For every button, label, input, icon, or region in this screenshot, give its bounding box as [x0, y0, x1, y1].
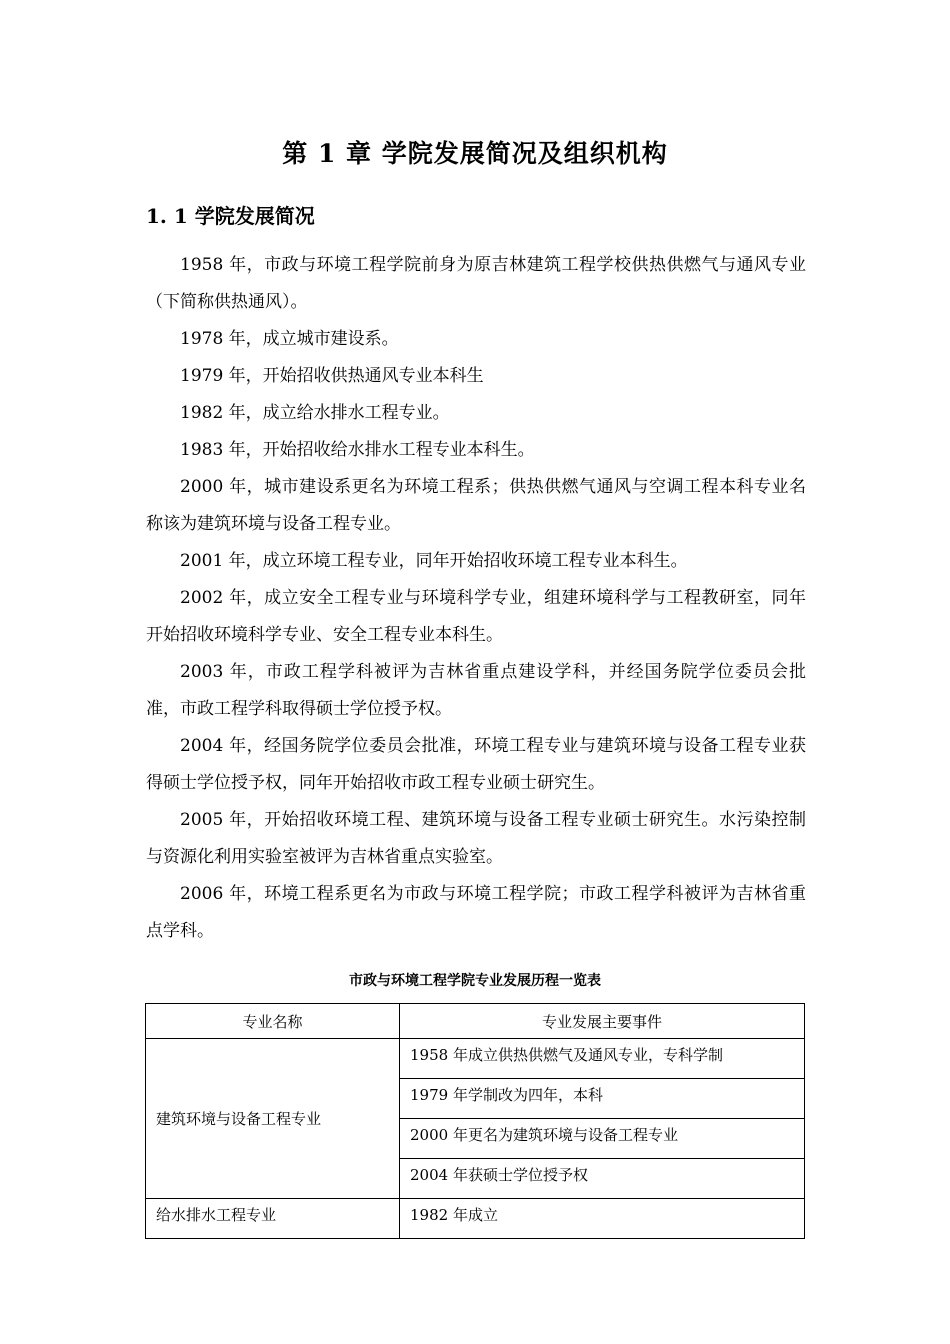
body-text — [146, 247, 806, 950]
paragraph: 2001 年，成立环境工程专业，同年开始招收环境工程专业本科生。 — [180, 551, 688, 571]
major-name-cell: 给水排水工程专业 — [146, 1199, 400, 1239]
paragraph: 2006 年，环境工程系更名为市政与环境工程学院；市政工程学科被评为吉林省重点学科。 — [146, 884, 806, 941]
column-header-events: 专业发展主要事件 — [400, 1004, 805, 1039]
major-name-cell: 建筑环境与设备工程专业 — [146, 1039, 400, 1199]
event-cell: 1979 年学制改为四年，本科 — [400, 1079, 805, 1119]
paragraph: 2005 年，开始招收环境工程、建筑环境与设备工程专业硕士研究生。水污染控制与资源化利用实验室被评为吉林省重点实验室。 — [146, 810, 806, 867]
section-heading: 1. 1 学院发展简况 — [146, 204, 315, 228]
paragraph: 1983 年，开始招收给水排水工程专业本科生。 — [180, 440, 535, 460]
event-cell: 2004 年获硕士学位授予权 — [400, 1159, 805, 1199]
paragraph: 2003 年，市政工程学科被评为吉林省重点建设学科，并经国务院学位委员会批准，市政工程学科取得硕士学位授予权。 — [146, 662, 806, 719]
major-history-table — [145, 1003, 805, 1239]
paragraph: 1979 年，开始招收供热通风专业本科生 — [180, 366, 484, 386]
chapter-title: 第 1 章 学院发展简况及组织机构 — [282, 139, 668, 168]
table-row — [146, 1199, 805, 1239]
table-header-row — [146, 1004, 805, 1039]
event-cell: 2000 年更名为建筑环境与设备工程专业 — [400, 1119, 805, 1159]
paragraph: 1958 年，市政与环境工程学院前身为原吉林建筑工程学校供热供燃气与通风专业（下简称供热通风）。 — [146, 255, 806, 312]
paragraph: 2000 年，城市建设系更名为环境工程系；供热供燃气通风与空调工程本科专业名称该为建筑环境与设备工程专业。 — [146, 477, 806, 534]
table-caption: 市政与环境工程学院专业发展历程一览表 — [349, 973, 601, 989]
paragraph: 2004 年，经国务院学位委员会批准，环境工程专业与建筑环境与设备工程专业获得硕士学位授予权，同年开始招收市政工程专业硕士研究生。 — [146, 736, 806, 793]
paragraph: 2002 年，成立安全工程专业与环境科学专业，组建环境科学与工程教研室，同年开始招收环境科学专业、安全工程专业本科生。 — [146, 588, 806, 645]
event-cell: 1982 年成立 — [400, 1199, 805, 1239]
event-cell: 1958 年成立供热供燃气及通风专业，专科学制 — [400, 1039, 805, 1079]
paragraph: 1978 年，成立城市建设系。 — [180, 329, 399, 349]
table-row — [146, 1039, 805, 1079]
column-header-major: 专业名称 — [146, 1004, 400, 1039]
paragraph: 1982 年，成立给水排水工程专业。 — [180, 403, 450, 423]
